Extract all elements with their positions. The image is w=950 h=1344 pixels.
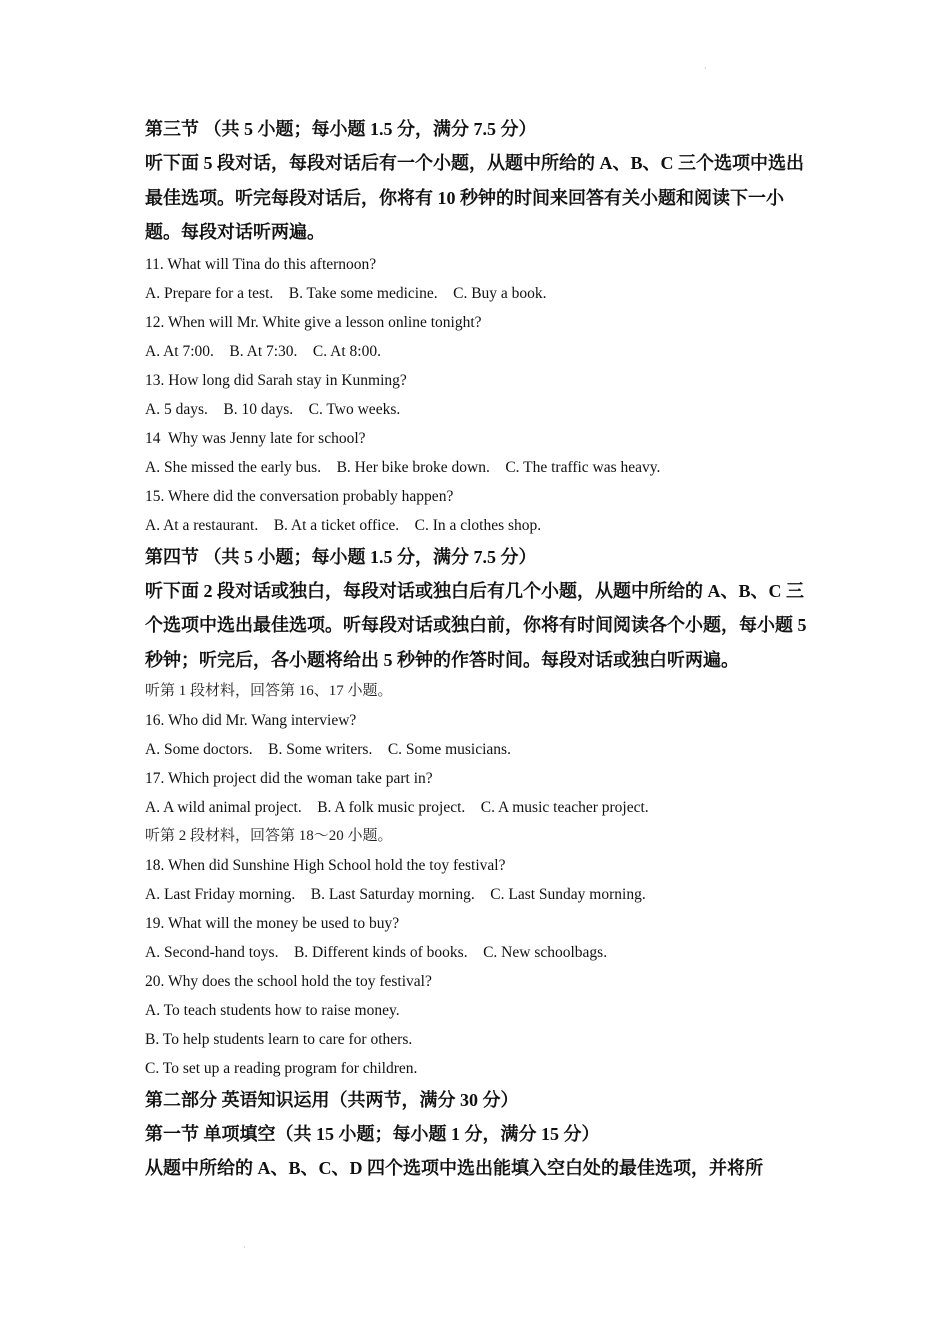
- question-20-option-b: B. To help students learn to care for others.: [145, 1031, 413, 1048]
- section-3-heading: 第三节 （共 5 小题；每小题 1.5 分，满分 7.5 分）: [145, 119, 537, 139]
- question-14-options: A. She missed the early bus. B. Her bike broke down. C. The traffic was heavy.: [145, 458, 661, 476]
- question-18-options: A. Last Friday morning. B. Last Saturday morning. C. Last Sunday morning.: [145, 886, 646, 903]
- scan-dot-top: ·: [704, 64, 707, 73]
- part-2-section-1-heading: 第一节 单项填空（共 15 小题；每小题 1 分，满分 15 分）: [145, 1124, 600, 1144]
- question-13: 13. How long did Sarah stay in Kunming?: [145, 371, 407, 389]
- question-20-option-a: A. To teach students how to raise money.: [145, 1002, 400, 1019]
- question-16: 16. Who did Mr. Wang interview?: [145, 712, 357, 729]
- part-2-heading: 第二部分 英语知识运用（共两节，满分 30 分）: [145, 1090, 519, 1110]
- question-15: 15. Where did the conversation probably happen?: [145, 487, 454, 505]
- question-19-options: A. Second-hand toys. B. Different kinds of books. C. New schoolbags.: [145, 944, 608, 961]
- part-2-section-1-instructions: 从题中所给的 A、B、C、D 四个选项中选出能填入空白处的最佳选项，并将所: [145, 1158, 763, 1178]
- question-12: 12. When will Mr. White give a lesson online tonight?: [145, 313, 482, 331]
- question-15-options: A. At a restaurant. B. At a ticket office. C. In a clothes shop.: [145, 516, 542, 534]
- question-11-options: A. Prepare for a test. B. Take some medicine. C. Buy a book.: [145, 284, 547, 302]
- scan-dot-bottom: ·: [243, 1243, 246, 1252]
- page-content: [145, 112, 810, 1186]
- question-17: 17. Which project did the woman take part in?: [145, 770, 433, 787]
- question-17-options: A. A wild animal project. B. A folk music project. C. A music teacher project.: [145, 799, 649, 816]
- question-16-options: A. Some doctors. B. Some writers. C. Some musicians.: [145, 741, 511, 758]
- question-20-option-c: C. To set up a reading program for children.: [145, 1060, 418, 1077]
- question-19: 19. What will the money be used to buy?: [145, 915, 400, 932]
- section-4-instructions: 听下面 2 段对话或独白，每段对话或独白后有几个小题，从题中所给的 A、B、C 三个选项中选出最佳选项。听每段对话或独白前，你将有时间阅读各个小题，每小题 5 秒钟；听完后，各小题将给出 5 秒钟的作答时间。每段对话或独白听两遍。: [145, 580, 807, 670]
- question-11: 11. What will Tina do this afternoon?: [145, 255, 377, 273]
- material-1-note: 听第 1 段材料，回答第 16、17 小题。: [145, 683, 393, 699]
- question-12-options: A. At 7:00. B. At 7:30. C. At 8:00.: [145, 342, 381, 360]
- question-20: 20. Why does the school hold the toy festival?: [145, 973, 432, 990]
- question-18: 18. When did Sunshine High School hold the toy festival?: [145, 857, 506, 874]
- question-14: 14 Why was Jenny late for school?: [145, 429, 366, 447]
- question-13-options: A. 5 days. B. 10 days. C. Two weeks.: [145, 400, 401, 418]
- section-3-instructions: 听下面 5 段对话，每段对话后有一个小题，从题中所给的 A、B、C 三个选项中选出最佳选项。听完每段对话后，你将有 10 秒钟的时间来回答有关小题和阅读下一小题。每段对话听两遍。: [145, 153, 805, 242]
- section-4-heading: 第四节 （共 5 小题；每小题 1.5 分，满分 7.5 分）: [145, 546, 537, 567]
- material-2-note: 听第 2 段材料，回答第 18～20 小题。: [145, 828, 393, 844]
